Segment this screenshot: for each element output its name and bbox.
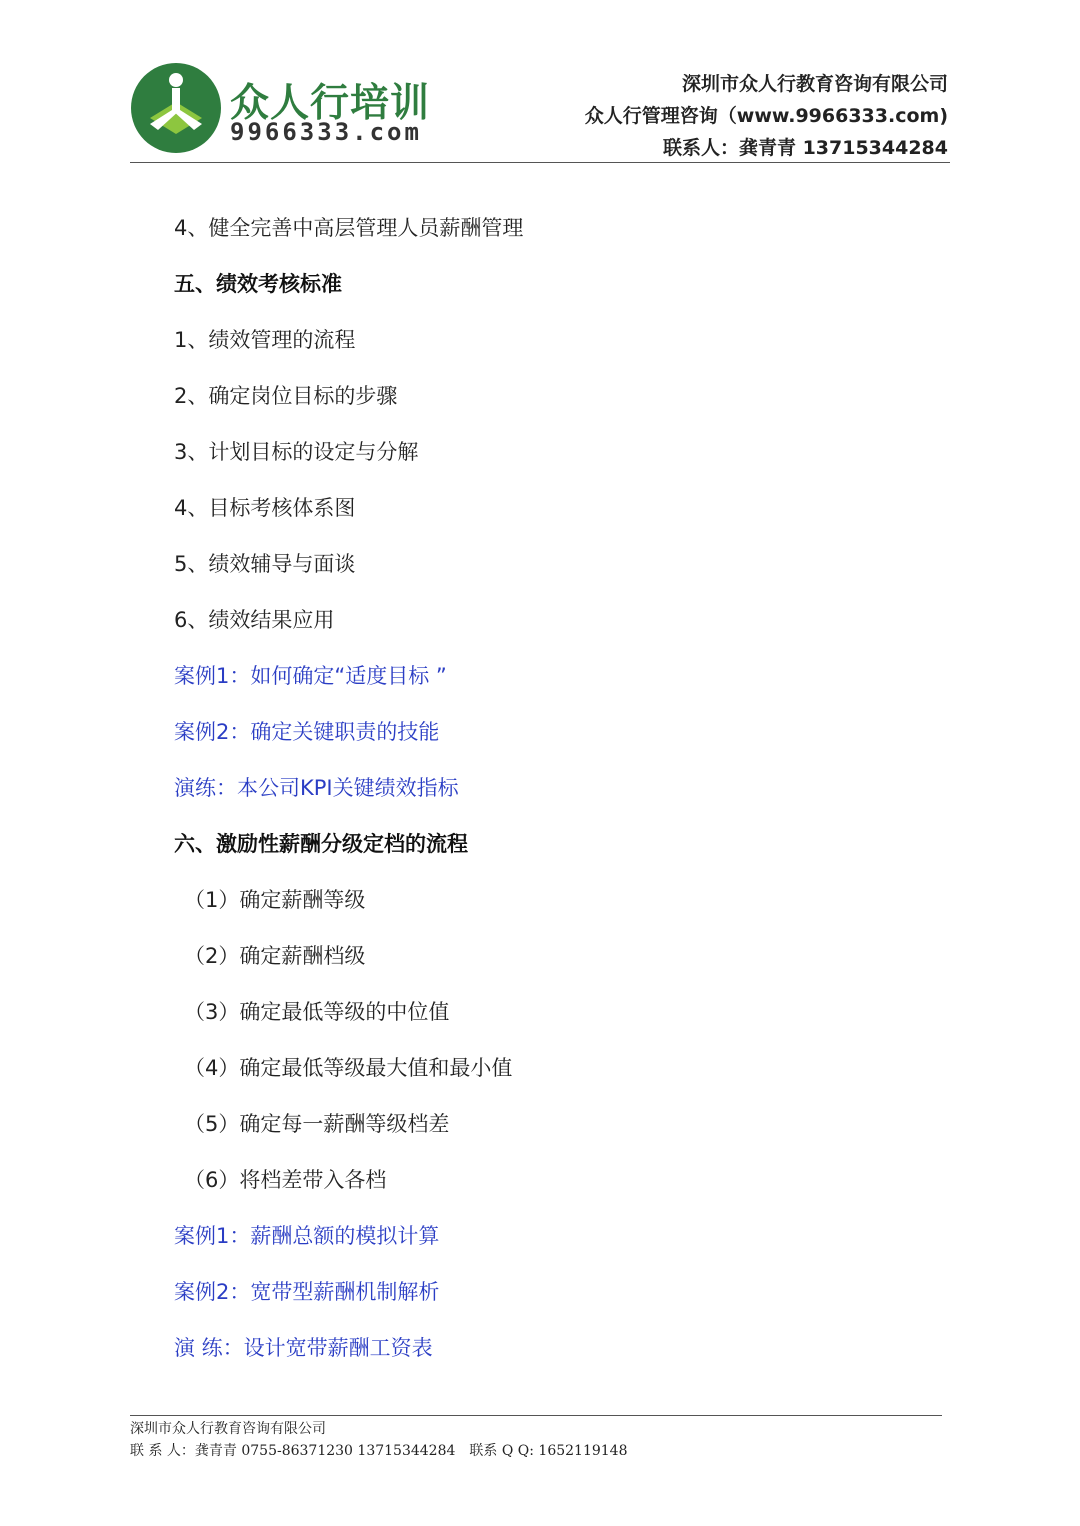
footer-divider [130,1415,942,1416]
header-contact-block [585,68,948,164]
list-item: 4、目标考核体系图 [174,496,356,520]
exercise-item: 演练：本公司KPI关键绩效指标 [174,776,459,800]
case-item: 案例1：薪酬总额的模拟计算 [174,1224,440,1248]
page-footer [130,1418,628,1462]
footer-contact: 联 系 人：龚青青 0755-86371230 13715344284 联系 Q Q: 1652119148 [130,1443,628,1459]
list-item: （5）确定每一薪酬等级档差 [184,1112,450,1136]
list-item: 2、确定岗位目标的步骤 [174,384,398,408]
header-company: 深圳市众人行教育咨询有限公司 [681,73,948,95]
footer-company: 深圳市众人行教育咨询有限公司 [130,1421,326,1437]
case-item: 案例2：确定关键职责的技能 [174,720,440,744]
header-contact: 联系人：龚青青 13715344284 [662,137,948,159]
page-header [0,0,1080,170]
brand-name: 众人行培训 [230,80,431,126]
list-item: （2）确定薪酬档级 [184,944,366,968]
brand-url: 9966333.com [230,118,422,146]
case-item: 案例1：如何确定“适度目标 ” [174,664,447,688]
case-item: 案例2：宽带型薪酬机制解析 [174,1280,440,1304]
list-item: 4、健全完善中高层管理人员薪酬管理 [174,216,524,240]
list-item: （1）确定薪酬等级 [184,888,366,912]
section-heading: 六、激励性薪酬分级定档的流程 [174,832,468,856]
list-item: （3）确定最低等级的中位值 [184,1000,450,1024]
list-item: 6、绩效结果应用 [174,608,335,632]
logo-emblem-icon [130,62,222,154]
section-heading: 五、绩效考核标准 [174,272,342,296]
header-site: 众人行管理咨询（www.9966333.com) [584,105,948,127]
list-item: 5、绩效辅导与面谈 [174,552,356,576]
company-logo [130,62,430,158]
exercise-item: 演 练：设计宽带薪酬工资表 [174,1336,433,1360]
list-item: （4）确定最低等级最大值和最小值 [184,1056,513,1080]
list-item: （6）将档差带入各档 [184,1168,387,1192]
list-item: 1、绩效管理的流程 [174,328,356,352]
header-divider [130,162,950,163]
list-item: 3、计划目标的设定与分解 [174,440,419,464]
